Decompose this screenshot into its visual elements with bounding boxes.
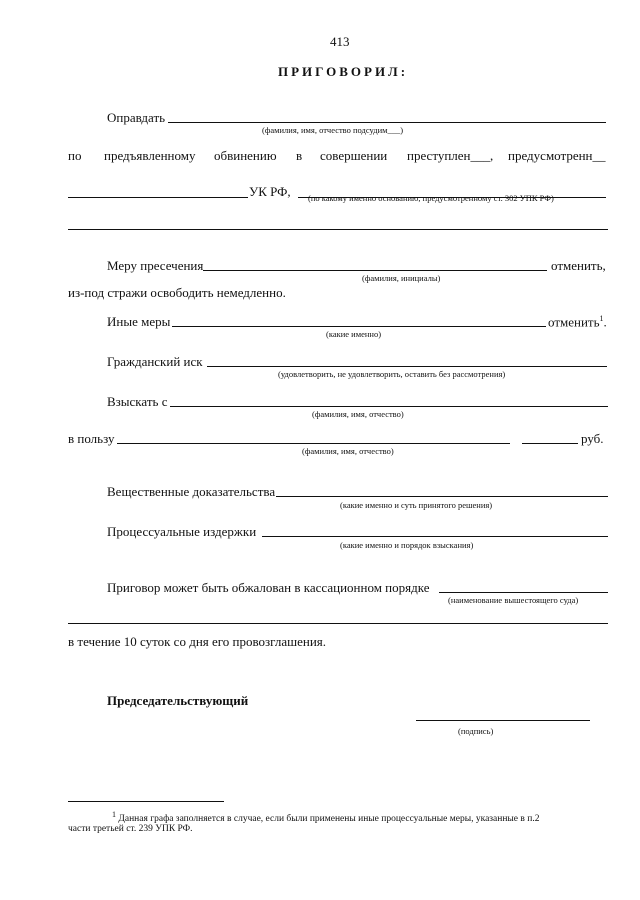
signature-hint: (подпись) xyxy=(458,726,494,736)
costs-field-line[interactable] xyxy=(262,536,608,537)
currency-label: руб. xyxy=(581,431,604,446)
appeal-term: в течение 10 суток со дня его провозглашения. xyxy=(68,634,327,649)
civil-claim-label: Гражданский иск xyxy=(107,354,203,369)
footnote-separator xyxy=(68,801,224,802)
beneficiary-label: в пользу xyxy=(68,431,115,446)
footnote-line-2: части третьей ст. 239 УПК РФ. xyxy=(68,824,193,834)
beneficiary-field-line[interactable] xyxy=(117,443,510,444)
other-measures-field-line[interactable] xyxy=(172,326,546,327)
beneficiary-hint: (фамилия, имя, отчество) xyxy=(302,446,394,456)
restraint-suffix: отменить, xyxy=(551,258,606,273)
charge-word-1: по xyxy=(68,148,82,163)
page-number: 413 xyxy=(330,34,350,49)
amount-field-line[interactable] xyxy=(522,443,578,444)
acquit-field-line[interactable] xyxy=(168,122,606,123)
footnote-line-1: $^1$ Данная графа заполняется в случае, если были применены иные процессуальные меры, указанные в п.2 xyxy=(112,810,540,825)
appeal-court-line[interactable] xyxy=(439,592,608,593)
presiding-label: Председательствующий xyxy=(107,693,249,708)
signature-line[interactable] xyxy=(416,720,590,721)
acquit-hint: (фамилия, имя, отчество подсудим___) xyxy=(262,125,404,135)
footnote-ref-mark: 1 xyxy=(599,314,604,323)
civil-claim-hint: (удовлетворить, не удовлетворить, оставить без рассмотрения) xyxy=(278,369,506,379)
charge-word-5: совершении xyxy=(320,148,388,163)
charge-word-4: в xyxy=(296,148,303,163)
charge-uk-rf: УК РФ, xyxy=(249,184,291,199)
recover-field-line[interactable] xyxy=(170,406,608,407)
recover-hint: (фамилия, имя, отчество) xyxy=(312,409,404,419)
restraint-hint: (фамилия, инициалы) xyxy=(362,273,441,283)
evidence-hint: (какие именно и суть принятого решения) xyxy=(340,500,493,510)
charge-hint: (по какому именно основанию, предусмотренному ст. 302 УПК РФ) xyxy=(308,193,554,203)
charge-word-7: предусмотренн__ xyxy=(508,148,606,163)
other-measures-hint: (какие именно) xyxy=(326,329,382,339)
restraint-field-line[interactable] xyxy=(203,270,547,271)
appeal-hint: (наименование вышестоящего суда) xyxy=(448,595,579,605)
release-text: из-под стражи освободить немедленно. xyxy=(68,285,286,300)
evidence-label: Вещественные доказательства xyxy=(107,484,276,499)
restraint-label: Меру пресечения xyxy=(107,258,204,273)
appeal-label: Приговор может быть обжалован в кассационном порядке xyxy=(107,580,430,595)
charge-word-3: обвинению xyxy=(214,148,277,163)
costs-hint: (какие именно и порядок взыскания) xyxy=(340,540,474,550)
acquit-label: Оправдать xyxy=(107,110,166,125)
charge-word-2: предъявленному xyxy=(104,148,196,163)
footnote-mark: 1 xyxy=(112,810,116,819)
charge-extra-line[interactable] xyxy=(68,229,608,230)
page-title: ПРИГОВОРИЛ: xyxy=(278,64,409,79)
charge-word-6: преступлен___, xyxy=(407,148,494,163)
costs-label: Процессуальные издержки xyxy=(107,524,257,539)
other-measures-label: Иные меры xyxy=(107,314,171,329)
other-measures-suffix: отменить$^1$. xyxy=(548,314,607,330)
recover-label: Взыскать с xyxy=(107,394,168,409)
charge-article-line[interactable] xyxy=(68,197,248,198)
appeal-extra-line[interactable] xyxy=(68,623,608,624)
evidence-field-line[interactable] xyxy=(276,496,608,497)
civil-claim-field-line[interactable] xyxy=(207,366,607,367)
